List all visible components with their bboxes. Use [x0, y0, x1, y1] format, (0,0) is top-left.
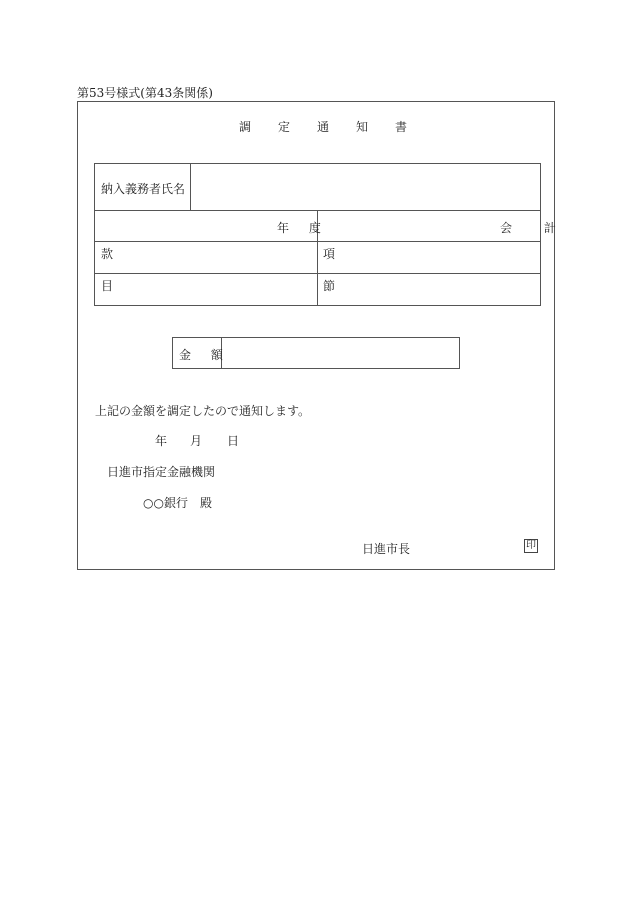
form-number: 第53号様式(第43条関係) [77, 86, 213, 100]
issuer: 日進市長 [362, 542, 411, 556]
payer-divider [190, 163, 191, 210]
amount-field[interactable] [226, 346, 454, 362]
kan-label: 款 [101, 247, 114, 261]
payer-label: 納入義務者氏名 [101, 182, 186, 196]
seal-mark: 印 [526, 540, 536, 551]
recipient-org: 日進市指定金融機関 [107, 465, 216, 479]
payer-field[interactable] [196, 180, 536, 196]
recipient-bank: ○○銀行 殿 [143, 496, 212, 510]
date-month: 月 [190, 434, 203, 448]
moku-label: 目 [101, 279, 114, 293]
kou-label: 項 [323, 247, 336, 261]
date-day: 日 [227, 434, 240, 448]
account-label: 会 計 [500, 221, 570, 235]
fiscal-year-label: 年 度 [277, 221, 329, 235]
amount-label: 金 額 [179, 348, 231, 362]
notice-text: 上記の金額を調定したので通知します。 [95, 404, 311, 418]
setsu-label: 節 [323, 279, 336, 293]
date-year: 年 [155, 434, 168, 448]
document-title: 調定通知書 [239, 120, 435, 134]
